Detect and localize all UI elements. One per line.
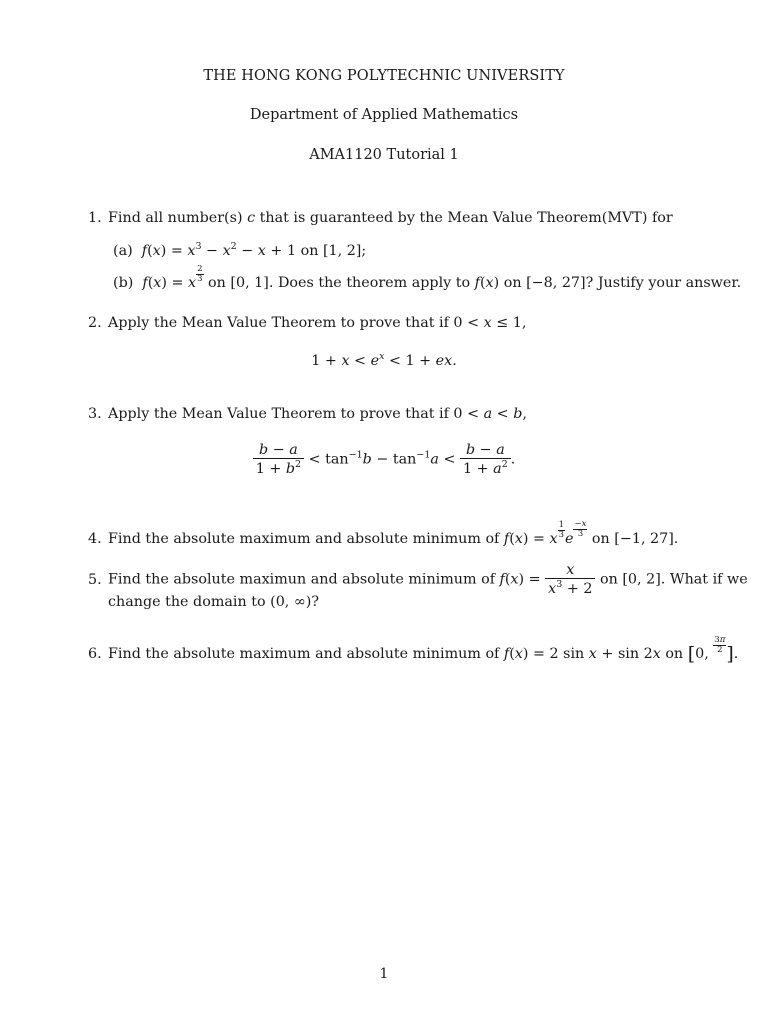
problem-1: 1. Find all number(s) c that is guaranteed by the Mean Value Theorem(MVT) for [88, 210, 673, 226]
problem-number: 1. [88, 210, 102, 226]
problem-4: 4. Find the absolute maximum and absolute minimum of f(x) = x $\frac{1}{3}$ e $\frac{-x}{3}$ on [−1, 27]. [88, 519, 679, 547]
part-label: (b) [113, 275, 134, 291]
department-title: Department of Applied Mathematics [249, 107, 519, 123]
problem-3-display-equation: $\frac{b - a}{1 + b^2}$ < $\tan^{-1}b - \tan^{-1}a$ < $\frac{b - a}{1 + a^2}$ . [0, 442, 768, 477]
problem-number: 3. [88, 406, 102, 422]
problem-number: 6. [88, 646, 102, 662]
problem-5: 5. Find the absolute maximun and absolute minimum of f(x) = $\frac{x}{x^3 + 2}$ on [0, 2]. What if we [88, 562, 748, 597]
problem-1b: (b) f(x) = x $\frac{2}{3}$ on [0, 1]. Does the theorem apply to f(x) on [−8, 27]? Justify your answer. [113, 264, 742, 291]
problem-1a: (a) $f(x) = x^3 - x^2 - x + 1$ on [1, 2]; [113, 241, 367, 259]
problem-5-continued: change the domain to (0, ∞)? [108, 594, 320, 610]
problem-6: 6. Find the absolute maximum and absolute minimum of f(x) = 2 sin x + sin 2x on [0, $\frac{3\pi}{2}$ ]. [88, 635, 739, 665]
problem-2: 2. Apply the Mean Value Theorem to prove that if 0 < x ≤ 1, [88, 315, 527, 331]
page-number: 1 [379, 966, 389, 982]
problem-number: 4. [88, 531, 102, 547]
problem-3: 3. Apply the Mean Value Theorem to prove that if 0 < a < b, [88, 406, 527, 422]
problem-number: 5. [88, 571, 102, 588]
university-title: THE HONG KONG POLYTECHNIC UNIVERSITY [203, 68, 565, 84]
course-title: AMA1120 Tutorial 1 [309, 147, 459, 163]
part-label: (a) [113, 243, 133, 259]
problem-2-display-equation: $1 + x < e^x < 1$ + ex. [311, 351, 457, 369]
problem-number: 2. [88, 315, 102, 331]
